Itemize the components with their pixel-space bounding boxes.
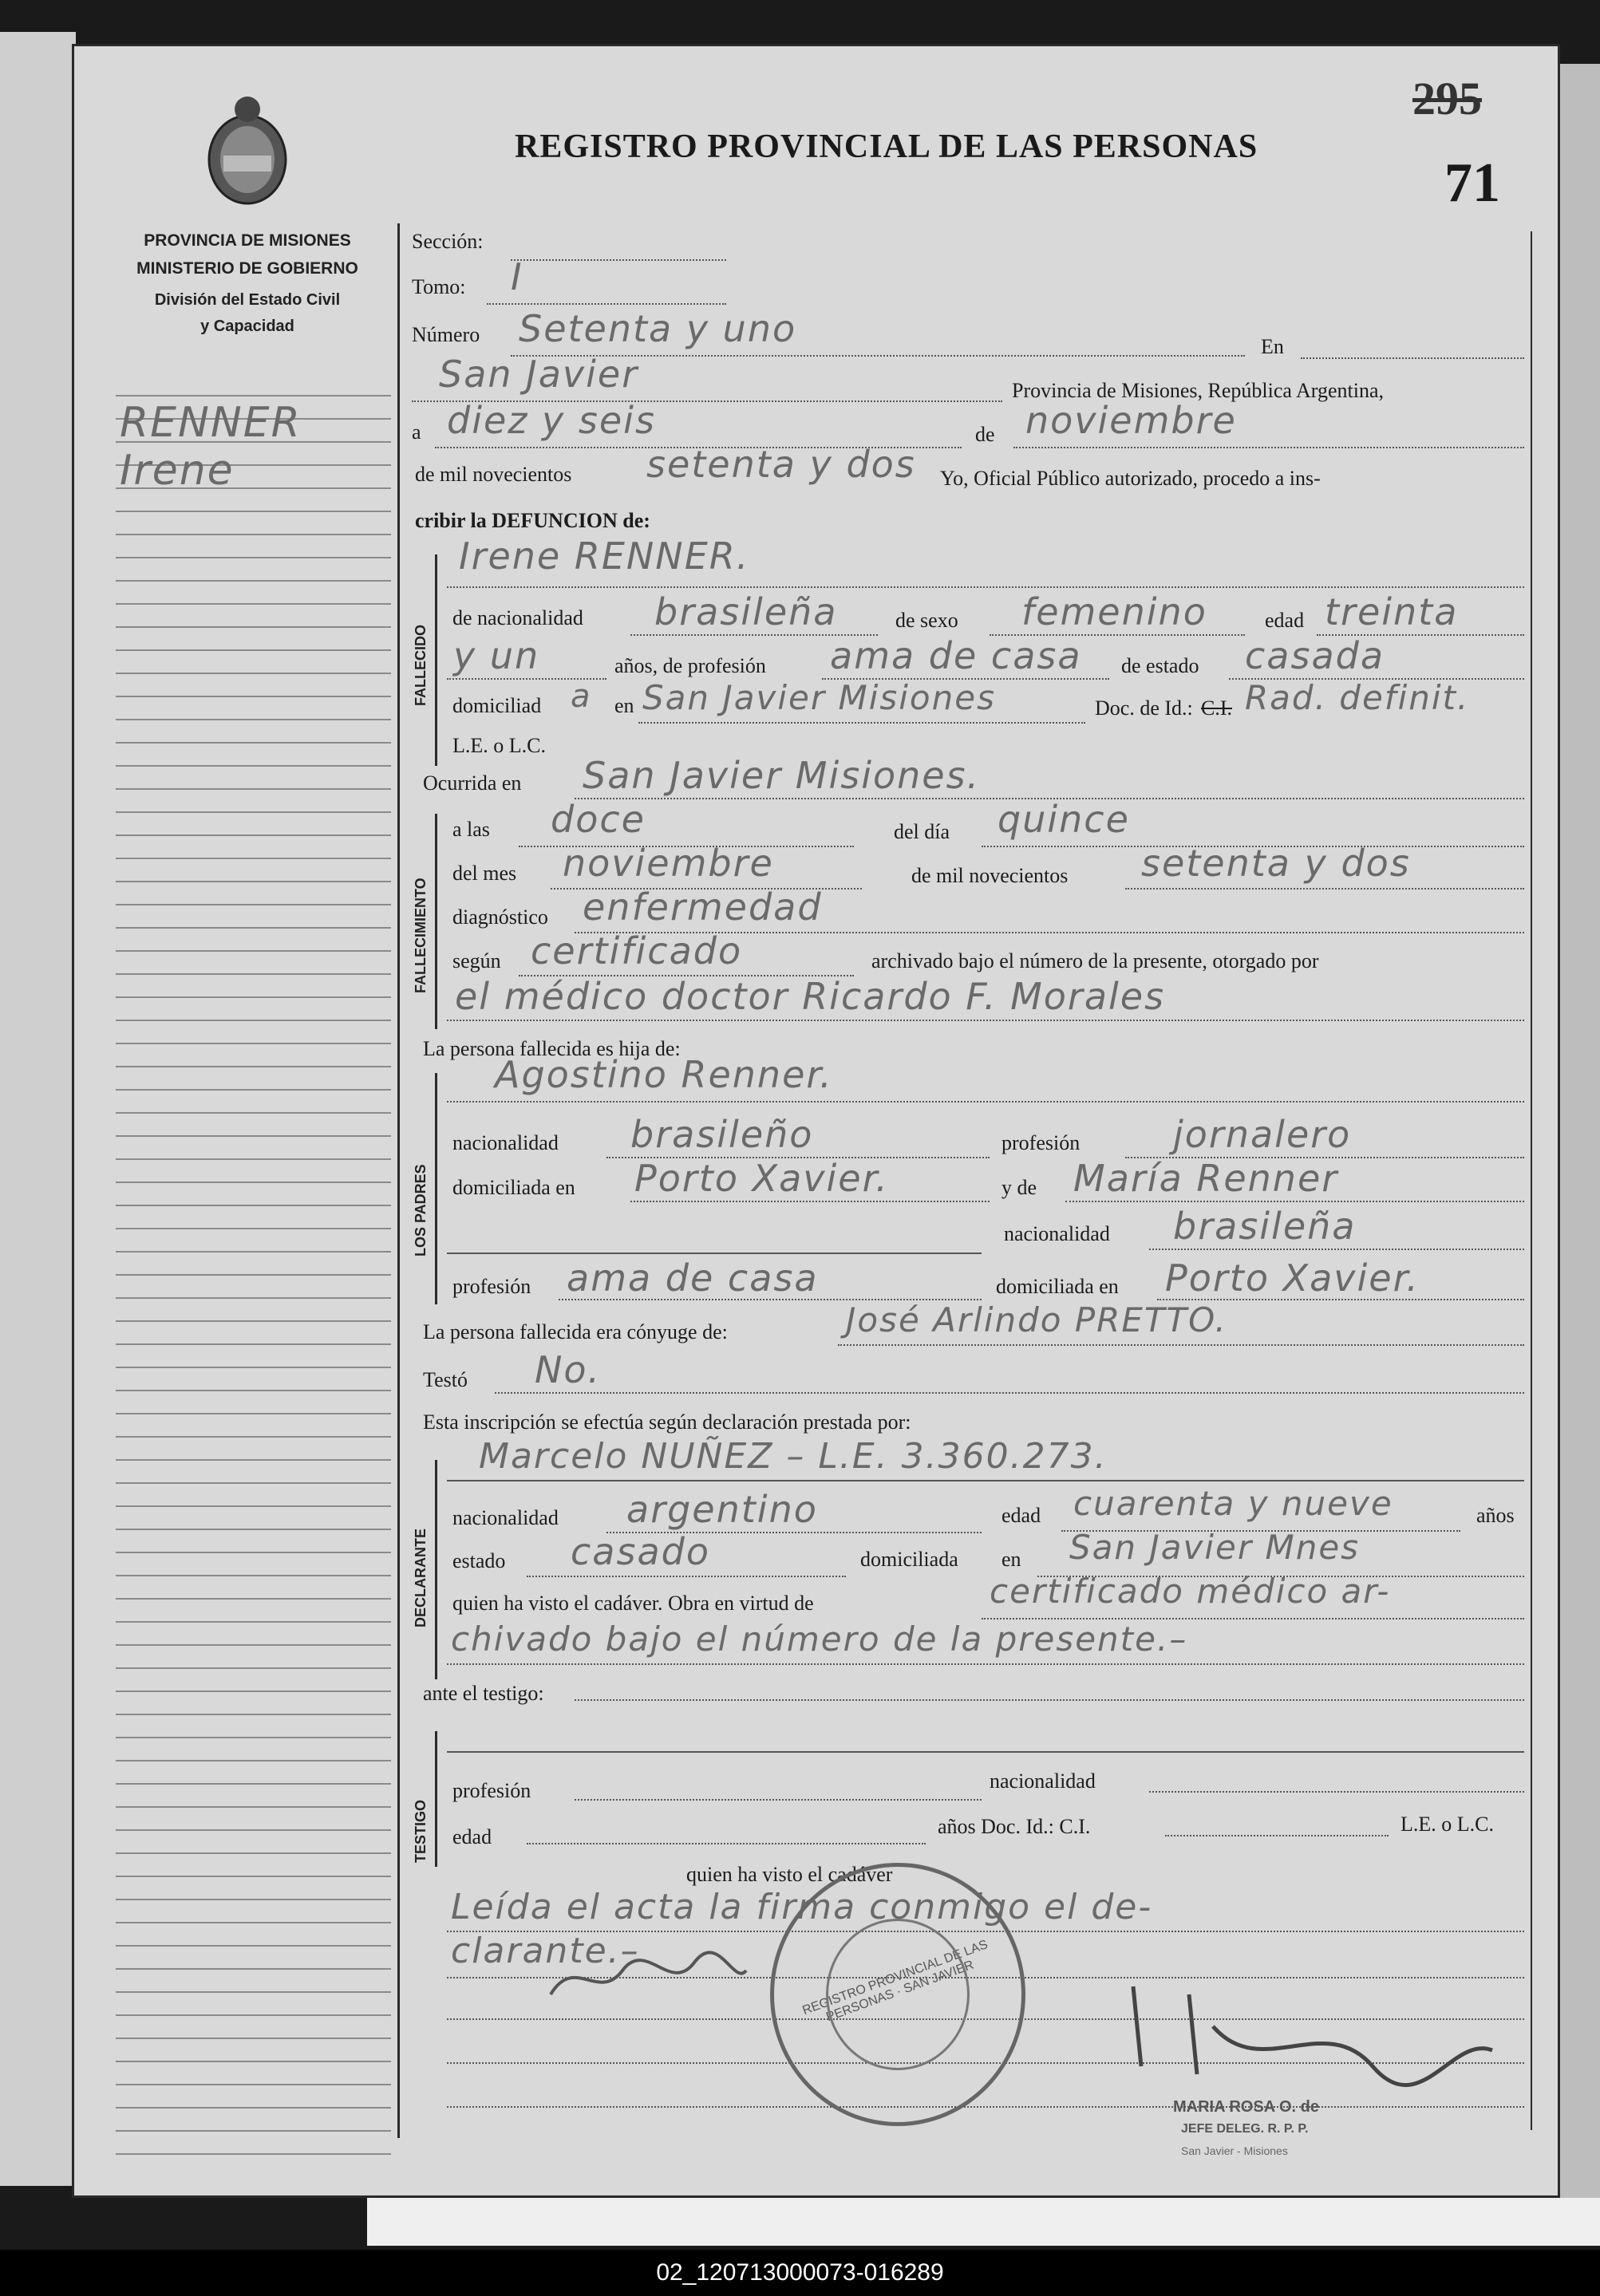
declarante-nacionalidad-label: nacionalidad [452, 1506, 559, 1529]
margin-ruled-line [116, 1783, 391, 1785]
stamp-inner-ring [826, 1919, 970, 2070]
previous-page-edge [0, 32, 76, 2186]
closing-line-1: Leída el acta la firma conmigo el de- [451, 1887, 1153, 1927]
column-divider [397, 223, 400, 2138]
padre-name: Agostino Renner. [495, 1053, 833, 1096]
margin-ruled-line [116, 973, 391, 975]
margin-ruled-line [116, 534, 391, 535]
margin-ruled-line [116, 927, 391, 929]
margin-ruled-line [116, 996, 391, 998]
margin-ruled-line [116, 719, 391, 720]
margin-ruled-line [116, 1621, 391, 1623]
declarante-estado: casado [571, 1530, 710, 1573]
margin-ruled-line [116, 1343, 391, 1345]
madre-nacionalidad-label: nacionalidad [1004, 1222, 1110, 1245]
margin-ruled-line [116, 1297, 391, 1299]
next-page-edge [1560, 64, 1600, 2202]
margin-surname: RENNER [120, 399, 302, 447]
margin-ruled-line [116, 2107, 391, 2109]
closing-line-2: clarante.– [451, 1931, 640, 1971]
testigo-profesion-label: profesión [452, 1779, 531, 1802]
madre-domicilio: Porto Xavier. [1165, 1256, 1420, 1300]
declarante-edad: cuarenta y nueve [1073, 1484, 1393, 1523]
margin-given-name: Irene [120, 447, 235, 495]
margin-ruled-line [116, 649, 391, 651]
margin-ruled-line [116, 950, 391, 952]
margin-ruled-line [116, 1690, 391, 1692]
domiciliad-suffix: a [571, 678, 592, 715]
declarante-section-label: DECLARANTE [413, 1529, 429, 1627]
margin-ruled-line [116, 1089, 391, 1091]
margin-ruled-line [116, 2153, 391, 2155]
division-label: División del Estado Civil [154, 291, 341, 309]
testigo-section-label: TESTIGO [413, 1799, 429, 1863]
margin-ruled-line [116, 1945, 391, 1947]
stamp-text: REGISTRO PROVINCIAL DE LAS PERSONAS · SAN JAVIER [800, 1938, 990, 2025]
margin-ruled-line [116, 1505, 391, 1507]
signatory-name: MARIA ROSA O. de [1173, 2098, 1319, 2116]
declarante-domicilio-label: domiciliada [860, 1548, 958, 1571]
a-label: a [412, 420, 421, 444]
right-border [1531, 231, 1532, 2130]
margin-ruled-line [116, 1852, 391, 1854]
margin-ruled-line [116, 904, 391, 905]
conyuge-value: José Arlindo PRETTO. [846, 1300, 1227, 1339]
doc-label: Doc. de Id.: [1095, 696, 1193, 720]
segun-value: certificado [531, 929, 743, 972]
margin-ruled-line [116, 1020, 391, 1021]
margin-ruled-line [116, 1390, 391, 1391]
margin-ruled-line [116, 580, 391, 582]
margin-ruled-line [116, 557, 391, 558]
declarante-name: Marcelo NUÑEZ – L.E. 3.360.273. [479, 1436, 1108, 1477]
declarante-anos-label: años [1476, 1504, 1515, 1527]
profesion-value: ama de casa [830, 634, 1082, 677]
margin-ruled-line [116, 1436, 391, 1438]
margin-ruled-line [116, 1320, 391, 1322]
capacidad-label: y Capacidad [200, 318, 294, 335]
padre-domicilio: Porto Xavier. [634, 1157, 889, 1200]
testigo-anos-doc-label: años Doc. Id.: C.I. [938, 1815, 1091, 1838]
image-filename: 02_120713000073-016289 [0, 2250, 1600, 2296]
margin-ruled-line [116, 1968, 391, 1970]
edad-value-continued: y un [453, 634, 540, 677]
hija-label: La persona fallecida es hija de: [423, 1037, 681, 1060]
margin-ruled-line [116, 395, 391, 396]
margin-ruled-line [116, 1598, 391, 1600]
margin-ruled-line [116, 1760, 391, 1761]
domiciliad-label: domiciliad [452, 694, 542, 717]
testigo-le-lc-label: L.E. o L.C. [1400, 1813, 1494, 1836]
document-title: REGISTRO PROVINCIAL DE LAS PERSONAS [515, 128, 1258, 165]
estado-value: casada [1245, 634, 1385, 677]
margin-ruled-line [116, 603, 391, 605]
margin-ruled-line [116, 1876, 391, 1877]
madre-profesion-label: profesión [452, 1275, 531, 1298]
archivado-text: archivado bajo el número de la presente, otorgado por [871, 949, 1319, 972]
edad-label: edad [1265, 609, 1305, 632]
margin-ruled-line [116, 1667, 391, 1669]
ocurrida-value: San Javier Misiones. [583, 754, 981, 797]
margin-ruled-line [116, 811, 391, 813]
margin-ruled-line [116, 1714, 391, 1715]
de-label: de [975, 423, 995, 446]
cadaver-value: certificado médico ar- [990, 1572, 1391, 1611]
margin-ruled-line [116, 1413, 391, 1414]
official-text: Yo, Oficial Público autorizado, procedo a ins- [940, 467, 1321, 490]
margin-ruled-line [116, 1482, 391, 1484]
y-de-label: y de [1001, 1176, 1037, 1199]
en-label: En [1261, 335, 1284, 358]
margin-ruled-line [116, 1274, 391, 1276]
anos-profesion-label: años, de profesión [614, 654, 766, 677]
official-signature [1117, 1978, 1500, 2090]
province-text: Provincia de Misiones, República Argentina, [1012, 379, 1384, 402]
tomo-value: I [511, 255, 523, 298]
coat-of-arms-icon [200, 92, 295, 211]
fallecido-section-label: FALLECIDO [413, 625, 429, 706]
margin-ruled-line [116, 2014, 391, 2016]
numero-label: Número [412, 323, 480, 346]
doc-value: Rad. definit. [1245, 678, 1470, 717]
numero-value: Setenta y uno [519, 307, 797, 350]
margin-ruled-line [116, 1459, 391, 1461]
margin-ruled-line [116, 1644, 391, 1646]
padre-nacionalidad: brasileño [630, 1113, 814, 1156]
testo-label: Testó [423, 1368, 468, 1391]
declarante-estado-label: estado [452, 1549, 506, 1572]
domicilio-en-label: en [614, 694, 634, 717]
province-label: PROVINCIA DE MISIONES [144, 231, 351, 250]
margin-ruled-line [116, 1991, 391, 1993]
madre-name: María Renner [1073, 1157, 1339, 1200]
margin-ruled-line [116, 1158, 391, 1160]
margin-ruled-line [116, 742, 391, 744]
le-lc-label: L.E. o L.C. [452, 734, 546, 757]
testo-value: No. [535, 1348, 602, 1391]
margin-ruled-line [116, 1205, 391, 1206]
tomo-label: Tomo: [412, 275, 466, 298]
diagnostico-value: enfermedad [583, 886, 823, 929]
sexo-value: femenino [1021, 590, 1207, 633]
margin-ruled-line [116, 696, 391, 697]
deceased-name: Irene RENNER. [459, 535, 750, 578]
padre-profesion-label: profesión [1001, 1131, 1080, 1154]
bottom-paper-strip [367, 2198, 1600, 2246]
declarante-en-label: en [1001, 1548, 1021, 1571]
margin-ruled-line [116, 1829, 391, 1831]
a-las-label: a las [452, 818, 490, 841]
testigo-bracket [435, 1731, 437, 1867]
margin-ruled-line [116, 834, 391, 836]
margin-ruled-line [116, 881, 391, 882]
margin-ruled-line [116, 788, 391, 790]
mes-value: noviembre [563, 842, 774, 885]
fallecimiento-section-label: FALLECIMIENTO [413, 878, 429, 993]
crossed-page-number: 295 [1412, 73, 1482, 124]
testigo-cadaver-label: quien ha visto el cadáver [686, 1863, 893, 1886]
declarante-intro: Esta inscripción se efectúa según declaración prestada por: [423, 1410, 911, 1434]
medico-value: el médico doctor Ricardo F. Morales [455, 975, 1166, 1018]
del-dia-label: del día [894, 820, 950, 843]
nacionalidad-value: brasileña [654, 590, 838, 633]
margin-ruled-line [116, 1251, 391, 1253]
signatory-role: JEFE DELEG. R. P. P. [1181, 2122, 1309, 2136]
segun-label: según [452, 949, 501, 972]
testigo-nacionalidad-label: nacionalidad [990, 1769, 1096, 1793]
diagnostico-label: diagnóstico [452, 905, 548, 929]
ante-testigo-label: ante el testigo: [423, 1682, 544, 1705]
domicilio-value: San Javier Misiones [642, 678, 996, 717]
margin-ruled-line [116, 858, 391, 859]
padre-profesion: jornalero [1173, 1113, 1352, 1156]
hora-value: doce [551, 798, 646, 841]
mil-label: de mil novecientos [911, 864, 1069, 887]
padre-domicilio-label: domiciliada en [452, 1176, 575, 1199]
day-value: diez y seis [447, 399, 656, 442]
margin-ruled-line [116, 2038, 391, 2039]
margin-ruled-line [116, 1066, 391, 1067]
padres-section-label: LOS PADRES [413, 1164, 429, 1256]
margin-ruled-line [116, 2084, 391, 2085]
padre-nacionalidad-label: nacionalidad [452, 1131, 559, 1154]
inscribir-text: cribir la DEFUNCION de: [415, 509, 650, 532]
declarante-edad-label: edad [1001, 1504, 1041, 1527]
fallecido-bracket [435, 554, 437, 766]
declarante-domicilio: San Javier Mnes [1069, 1528, 1361, 1567]
madre-domicilio-label: domiciliada en [996, 1275, 1119, 1298]
margin-ruled-line [116, 1228, 391, 1229]
del-mes-label: del mes [452, 862, 517, 885]
page-number: 71 [1444, 152, 1500, 214]
margin-ruled-line [116, 1806, 391, 1808]
doc-ci: C.I. [1201, 696, 1232, 720]
margin-ruled-line [116, 511, 391, 512]
declarante-bracket [435, 1460, 437, 1679]
declarant-signature [543, 1947, 750, 2010]
margin-ruled-line [116, 1575, 391, 1576]
padres-bracket [435, 1073, 437, 1304]
signatory-place: San Javier - Misiones [1181, 2144, 1288, 2157]
margin-ruled-line [116, 673, 391, 674]
margin-ruled-line [116, 1367, 391, 1368]
margin-ruled-line [116, 2061, 391, 2062]
margin-ruled-line [116, 1135, 391, 1137]
estado-label: de estado [1121, 654, 1199, 677]
fallecimiento-bracket [435, 814, 437, 1029]
margin-ruled-line [116, 1043, 391, 1044]
testigo-edad-label: edad [452, 1825, 492, 1848]
year-label: de mil novecientos [415, 463, 572, 486]
year-value: setenta y dos [646, 443, 916, 486]
cadaver-value-continued: chivado bajo el número de la presente.– [451, 1619, 1188, 1659]
margin-ruled-line [116, 1552, 391, 1553]
sexo-label: de sexo [895, 609, 958, 632]
madre-profesion: ama de casa [567, 1256, 819, 1300]
ocurrida-label: Ocurrida en [423, 771, 522, 795]
nacionalidad-label: de nacionalidad [452, 606, 583, 629]
ministry-label: MINISTERIO DE GOBIERNO [136, 259, 358, 278]
margin-ruled-line [116, 765, 391, 767]
margin-ruled-line [116, 1737, 391, 1738]
margin-ruled-line [116, 626, 391, 628]
place-value: San Javier [439, 353, 639, 396]
dia-value: quince [998, 798, 1130, 841]
margin-ruled-line [116, 2130, 391, 2132]
seccion-label: Sección: [412, 230, 484, 253]
edad-value: treinta [1325, 590, 1459, 633]
madre-nacionalidad: brasileña [1173, 1205, 1357, 1248]
month-value: noviembre [1025, 399, 1237, 442]
declarante-nacionalidad: argentino [626, 1488, 818, 1531]
margin-ruled-line [116, 1922, 391, 1923]
margin-ruled-line [116, 1899, 391, 1900]
cadaver-label: quien ha visto el cadáver. Obra en virtud de [452, 1592, 814, 1615]
ano-value: setenta y dos [1141, 842, 1411, 885]
margin-ruled-line [116, 1112, 391, 1114]
conyuge-label: La persona fallecida era cónyuge de: [423, 1320, 728, 1343]
margin-ruled-line [116, 1182, 391, 1183]
margin-ruled-line [116, 1529, 391, 1530]
